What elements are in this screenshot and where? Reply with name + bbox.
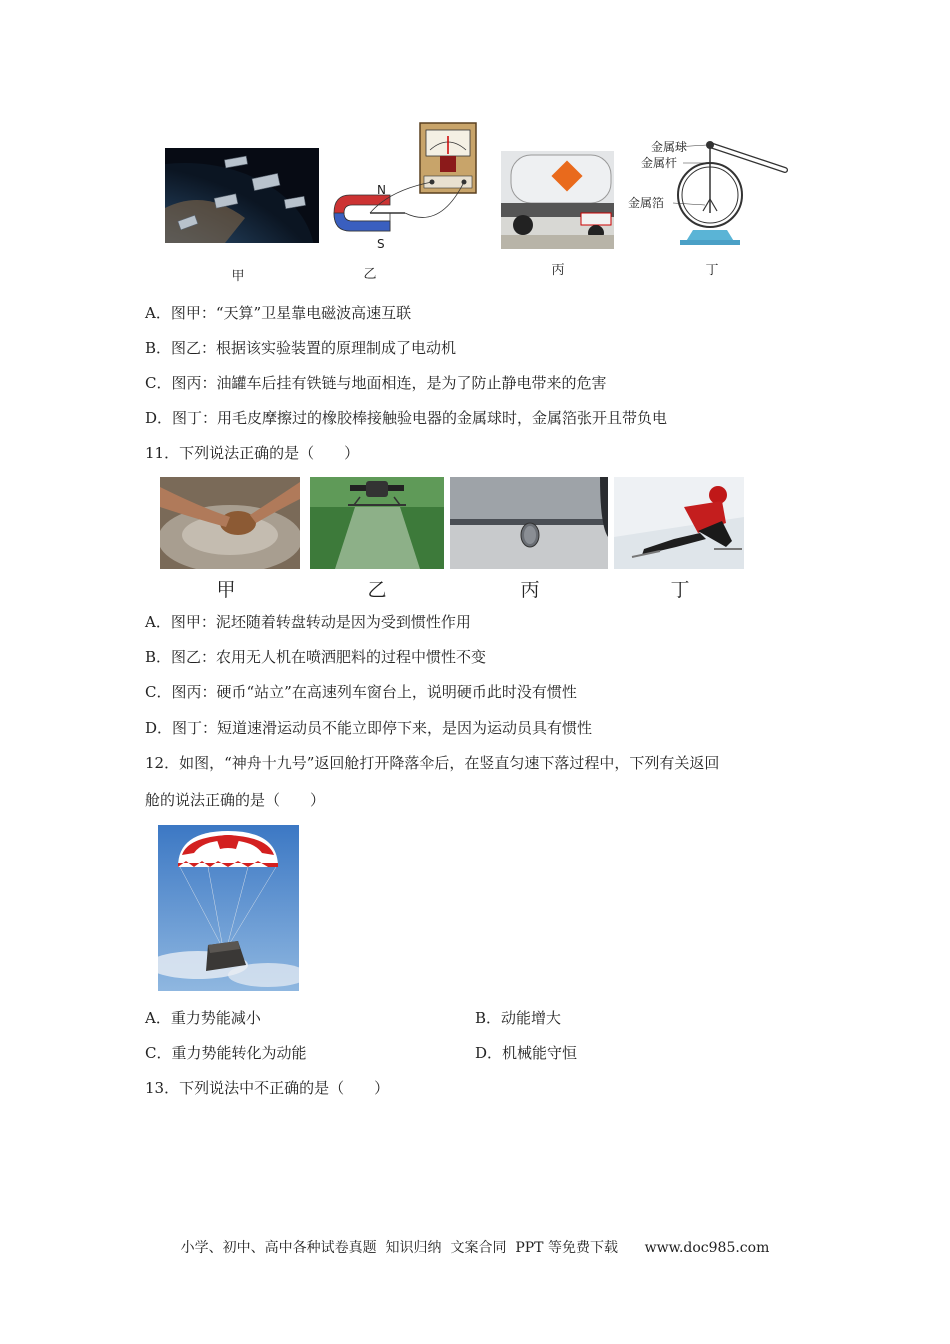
- ball-label: 金属球: [651, 140, 688, 154]
- q10-option-c: C．图丙：油罐车后挂有铁链与地面相连，是为了防止静电带来的危害: [145, 374, 607, 392]
- q11-figure-jia: [160, 477, 300, 569]
- q11-option-b: B．图乙：农用无人机在喷洒肥料的过程中惯性不变: [145, 648, 487, 666]
- q12-figure-parachute: [158, 825, 299, 991]
- page-footer: 小学、初中、高中各种试卷真题 知识归纳 文案合同 PPT 等免费下载 www.doc985.com: [180, 1240, 770, 1256]
- q12-option-d: D．机械能守恒: [475, 1044, 578, 1062]
- q10-figure-ding: [625, 135, 790, 250]
- q12-stem-line1: 12．如图，“神舟十九号”返回舱打开降落伞后，在竖直匀速下落过程中，下列有关返回: [145, 754, 720, 772]
- q11-figure-bing: [450, 477, 608, 569]
- q10-caption-jia: 甲: [231, 269, 245, 284]
- q10-figure-yi: [330, 120, 480, 255]
- rod-label: 金属杆: [641, 156, 678, 170]
- q10-option-b: B．图乙：根据该实验装置的原理制成了电动机: [145, 339, 457, 357]
- q12-option-a: A．重力势能减小: [145, 1009, 261, 1027]
- q10-caption-ding: 丁: [705, 263, 719, 278]
- q11-option-a: A．图甲：泥坯随着转盘转动是因为受到惯性作用: [145, 613, 471, 631]
- q12-stem-line2: 舱的说法正确的是（ ）: [145, 791, 326, 809]
- q10-figure-jia: [165, 148, 319, 243]
- magnet-s-label: S: [377, 237, 385, 251]
- magnet-n-label: N: [377, 183, 386, 197]
- q11-caption-bing: 丙: [520, 579, 540, 601]
- q11-option-c: C．图丙：硬币“站立”在高速列车窗台上，说明硬币此时没有惯性: [145, 683, 577, 701]
- q12-option-b: B．动能增大: [475, 1009, 562, 1027]
- q13-stem: 13．下列说法中不正确的是（ ）: [145, 1079, 390, 1097]
- q11-stem: 11．下列说法正确的是（ ）: [145, 444, 360, 462]
- q11-figure-yi: [310, 477, 444, 569]
- q11-caption-jia: 甲: [216, 579, 236, 601]
- q11-option-d: D．图丁：短道速滑运动员不能立即停下来，是因为运动员具有惯性: [145, 719, 593, 737]
- q11-caption-yi: 乙: [367, 579, 387, 601]
- q11-caption-ding: 丁: [670, 579, 690, 601]
- q10-caption-yi: 乙: [363, 267, 377, 282]
- q12-option-c: C．重力势能转化为动能: [145, 1044, 307, 1062]
- q10-figure-bing: [501, 151, 614, 249]
- q10-caption-bing: 丙: [551, 263, 565, 278]
- q10-option-a: A．图甲：“天算”卫星靠电磁波高速互联: [145, 304, 412, 322]
- q11-figure-ding: [614, 477, 744, 569]
- foil-label: 金属箔: [628, 196, 665, 210]
- q10-option-d: D．图丁：用毛皮摩擦过的橡胶棒接触验电器的金属球时，金属箔张开且带负电: [145, 409, 668, 427]
